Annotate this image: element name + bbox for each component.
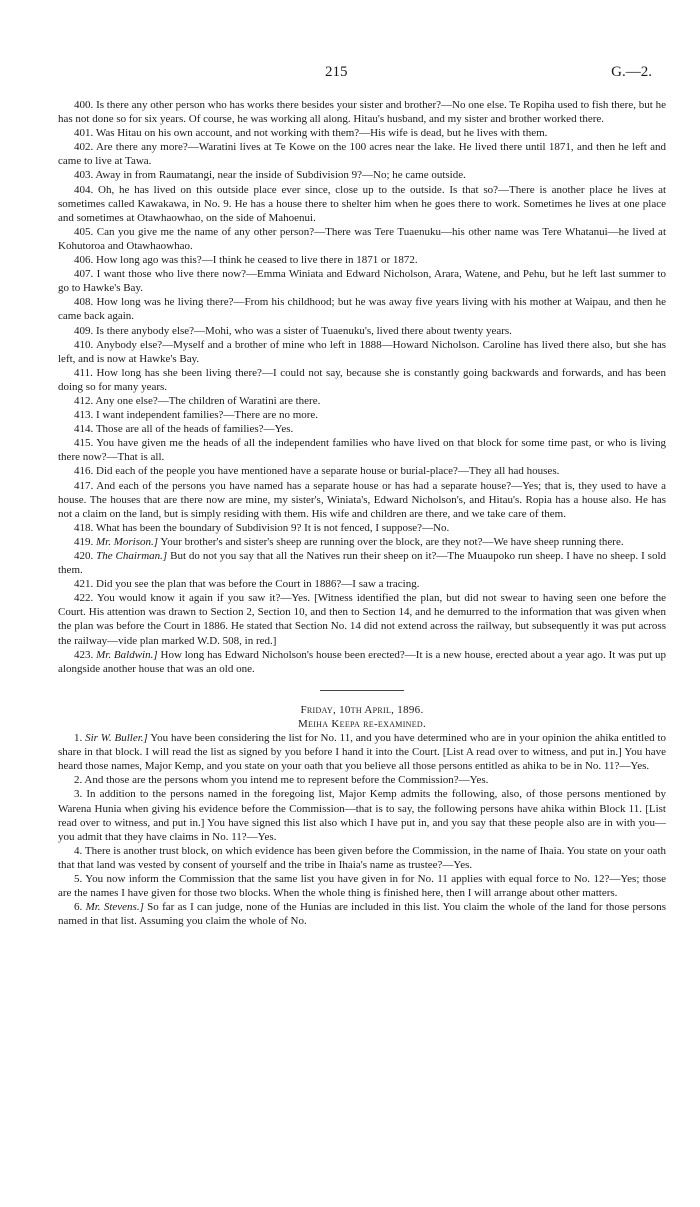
question-number: 411. [74, 366, 93, 379]
question-number: 409. [74, 324, 94, 337]
paragraph-text: You have been considering the list for No. 11, and you have determined who are in your opinion the ahika entitled to share in that block. I will read the list as signed by you before I hand it into the Court. [List A read over to witness, and put in.] You have heard those names, Major Kemp, and you state on your oath that you believe all those persons entitled as ahika to be in No. 11?—Yes. [58, 732, 667, 773]
testimony-paragraph [58, 535, 666, 549]
question-number: 5. [74, 872, 83, 885]
testimony-paragraph [58, 366, 666, 394]
question-number: 6. [74, 901, 83, 914]
speaker-name: Sir W. Buller.] [85, 732, 148, 745]
question-number: 4. [74, 844, 83, 857]
paragraph-text: I want those who live there now?—Emma Winiata and Edward Nicholson, Arara, Watene, and Pehu, but he left last summer to go to Hawke's Bay. [58, 268, 666, 295]
question-number: 415. [74, 437, 94, 450]
question-number: 401. [74, 127, 94, 140]
paragraph-text: Those are all of the heads of families?—Yes. [95, 423, 294, 436]
question-number: 421. [74, 578, 94, 591]
testimony-paragraph [58, 126, 666, 140]
testimony-paragraph [58, 549, 666, 577]
question-number: 414. [74, 423, 94, 436]
paragraph-text: There is another trust block, on which evidence has been given before the Commission, in the name of Ihaia. You state on your oath that that land was vested by consent of yourself and the tribe in Ihaia's name as trustee?—Yes. [58, 844, 666, 871]
paragraph-text: And each of the persons you have named has a separate house or has had a separate house?—Yes; that is, they used to have a house. The houses that are there now are mine, my sister's, Winiata's, Edward Nicholson's, and Hitau's. Ropia has a house also. He has not a claim on the land, but is simply residing with them. His wife and children are there, and we take care of them. [58, 479, 666, 520]
testimony-paragraph [58, 140, 666, 168]
speaker-name: Mr. Morison.] [96, 535, 159, 548]
question-number: 3. [74, 788, 83, 801]
section-divider [320, 690, 404, 691]
page-header [0, 64, 700, 82]
testimony-paragraph [58, 225, 666, 253]
testimony-paragraph [58, 168, 666, 182]
question-number: 423. [74, 648, 94, 661]
testimony-block-2 [58, 731, 666, 928]
question-number: 412. [74, 394, 94, 407]
paragraph-text: You have given me the heads of all the independent families who have lived on that block for some time past, or who is living there now?—That is all. [58, 437, 667, 464]
paragraph-text: In addition to the persons named in the foregoing list, Major Kemp admits the following, also, of those persons mentioned by Warena Hunia when giving his evidence before the Commission—that is to say, the following persons have ahika within Block 11. [List read over to witness, and put in.] You have signed this list also which I have put in, and you say that these people also are in with you—you admit that they have claims in No. 11?—Yes. [58, 788, 667, 843]
testimony-paragraph [58, 408, 666, 422]
testimony-paragraph [58, 338, 666, 366]
paragraph-text: Away in from Raumatangi, near the inside of Subdivision 9?—No; he came outside. [95, 169, 466, 182]
paragraph-text: Can you give me the name of any other person?—There was Tere Tuaenuku—his other name was Tere Whatanui—he lived at Kohutoroa and Otawhaowhao. [58, 225, 666, 252]
question-number: 2. [74, 774, 83, 787]
question-number: 1. [74, 732, 83, 745]
testimony-paragraph [58, 648, 666, 676]
testimony-paragraph [58, 436, 666, 464]
question-number: 417. [74, 479, 94, 492]
paragraph-text: So far as I can judge, none of the Hunias are included in this list. You claim the whole of the land for those persons named in that list. Assuming you claim the whole of No. [58, 901, 667, 928]
testimony-paragraph [58, 464, 666, 478]
paragraph-text: How long ago was this?—I think he ceased to live there in 1871 or 1872. [96, 254, 418, 267]
question-number: 410. [74, 338, 94, 351]
testimony-paragraph [58, 521, 666, 535]
testimony-block-1 [58, 98, 666, 676]
paragraph-text: Did you see the plan that was before the Court in 1886?—I saw a tracing. [96, 578, 420, 591]
testimony-paragraph [58, 394, 666, 408]
speaker-name: The Chairman.] [96, 550, 168, 562]
testimony-paragraph [58, 731, 666, 773]
testimony-paragraph [58, 591, 666, 647]
testimony-paragraph [58, 98, 666, 126]
document-reference: G.—2. [611, 64, 652, 80]
body-text [58, 98, 666, 928]
paragraph-text: How long has Edward Nicholson's house been erected?—It is a new house, erected about a year ago. It was put up alongside another house that was an old one. [58, 648, 667, 675]
question-number: 404. [74, 183, 94, 196]
testimony-paragraph [58, 422, 666, 436]
question-number: 403. [74, 169, 94, 182]
speaker-name: Mr. Baldwin.] [96, 648, 158, 661]
testimony-paragraph [58, 773, 666, 787]
page-number: 215 [325, 64, 348, 80]
question-number: 422. [74, 592, 94, 605]
speaker-name: Mr. Stevens.] [85, 901, 144, 914]
testimony-paragraph [58, 787, 666, 843]
question-number: 413. [74, 409, 94, 422]
testimony-paragraph [58, 900, 666, 928]
paragraph-text: Is there anybody else?—Mohi, who was a sister of Tuaenuku's, lived there about twenty years. [96, 324, 512, 337]
paragraph-text: Is there any other person who has works there besides your sister and brother?—No one else. Te Ropiha used to fish there, but he has not done so for six years. Of course, he was working all along. Hitau's husband, and my sister and brother worked there. [58, 99, 667, 126]
testimony-paragraph [58, 479, 666, 521]
question-number: 416. [74, 465, 94, 478]
testimony-paragraph [58, 295, 666, 323]
question-number: 408. [74, 296, 94, 309]
paragraph-text: And those are the persons whom you intend me to represent before the Commission?—Yes. [84, 774, 489, 787]
question-number: 406. [74, 254, 94, 267]
question-number: 400. [74, 99, 94, 111]
paragraph-text: I want independent families?—There are no more. [96, 409, 319, 422]
paragraph-text: Was Hitau on his own account, and not working with them?—His wife is dead, but he lives with them. [95, 127, 548, 140]
paragraph-text: You would know it again if you saw it?—Yes. [Witness identified the plan, but did not swear to having seen one before the Court. His attention was drawn to Section 2, Section 10, and then to Section 14, and he demurred to the information that was given when the plan was before the Court in 1886. He stated that Section No. 14 did not extend across the railway, but subsequently it was put across the railway—vide plan marked W.D. 508, in red.] [58, 592, 667, 647]
testimony-paragraph [58, 844, 666, 872]
testimony-paragraph [58, 253, 666, 267]
section-subtitle [58, 717, 666, 731]
question-number: 419. [74, 535, 94, 548]
paragraph-text: What has been the boundary of Subdivision 9? It is not fenced, I suppose?—No. [95, 521, 450, 534]
testimony-paragraph [58, 872, 666, 900]
question-number: 420. [74, 550, 94, 562]
question-number: 402. [74, 141, 94, 154]
testimony-paragraph [58, 267, 666, 295]
section-subtitle-text: Meiha Keepa re-examined. [297, 717, 427, 730]
paragraph-text: Oh, he has lived on this outside place ever since, close up to the outside. Is that so?—There is another place he lives at sometimes called Kawakawa, in No. 9. He has a house there to shelter him when he goes there to work. Sometimes he lives at one place and sometimes at Otawhaowhao, on the side of Mahoenui. [58, 183, 667, 224]
testimony-paragraph [58, 577, 666, 591]
paragraph-text: Any one else?—The children of Waratini are there. [95, 394, 321, 407]
paragraph-text: You now inform the Commission that the same list you have given in for No. 11 applies with equal force to No. 12?—Yes; those are the names I have given for those two blocks. When the whole thing is finished here, then I will arrange about other matters. [58, 872, 667, 900]
question-number: 407. [74, 268, 94, 281]
question-number: 405. [74, 225, 94, 238]
paragraph-text: How long has she been living there?—I could not say, because she is constantly going backwards and forwards, and has been doing so for many years. [58, 366, 666, 393]
question-number: 418. [74, 521, 94, 534]
testimony-paragraph [58, 324, 666, 338]
paragraph-text: Did each of the people you have mentioned have a separate house or burial-place?—They all had houses. [96, 465, 560, 478]
testimony-paragraph [58, 183, 666, 225]
section-date-text: Friday, 10th April, 1896. [300, 703, 424, 716]
paragraph-text: Are there any more?—Waratini lives at Te Kowe on the 100 acres near the lake. He lived there until 1871, and then he left and came to live at Tawa. [58, 141, 666, 168]
paragraph-text: Your brother's and sister's sheep are running over the block, are they not?—We have sheep running there. [160, 535, 624, 548]
paragraph-text: Anybody else?—Myself and a brother of mine who left in 1888—Howard Nicholson. Caroline has lived there also, but she has left, and is now at Hawke's Bay. [58, 338, 666, 365]
section-date [58, 703, 666, 717]
paragraph-text: But do not you say that all the Natives run their sheep on it?—The Muaupoko run sheep. I have no sheep. I sold them. [58, 550, 666, 577]
paragraph-text: How long was he living there?—From his childhood; but he was away five years living with his mother at Waipau, and then he came back again. [58, 296, 667, 323]
